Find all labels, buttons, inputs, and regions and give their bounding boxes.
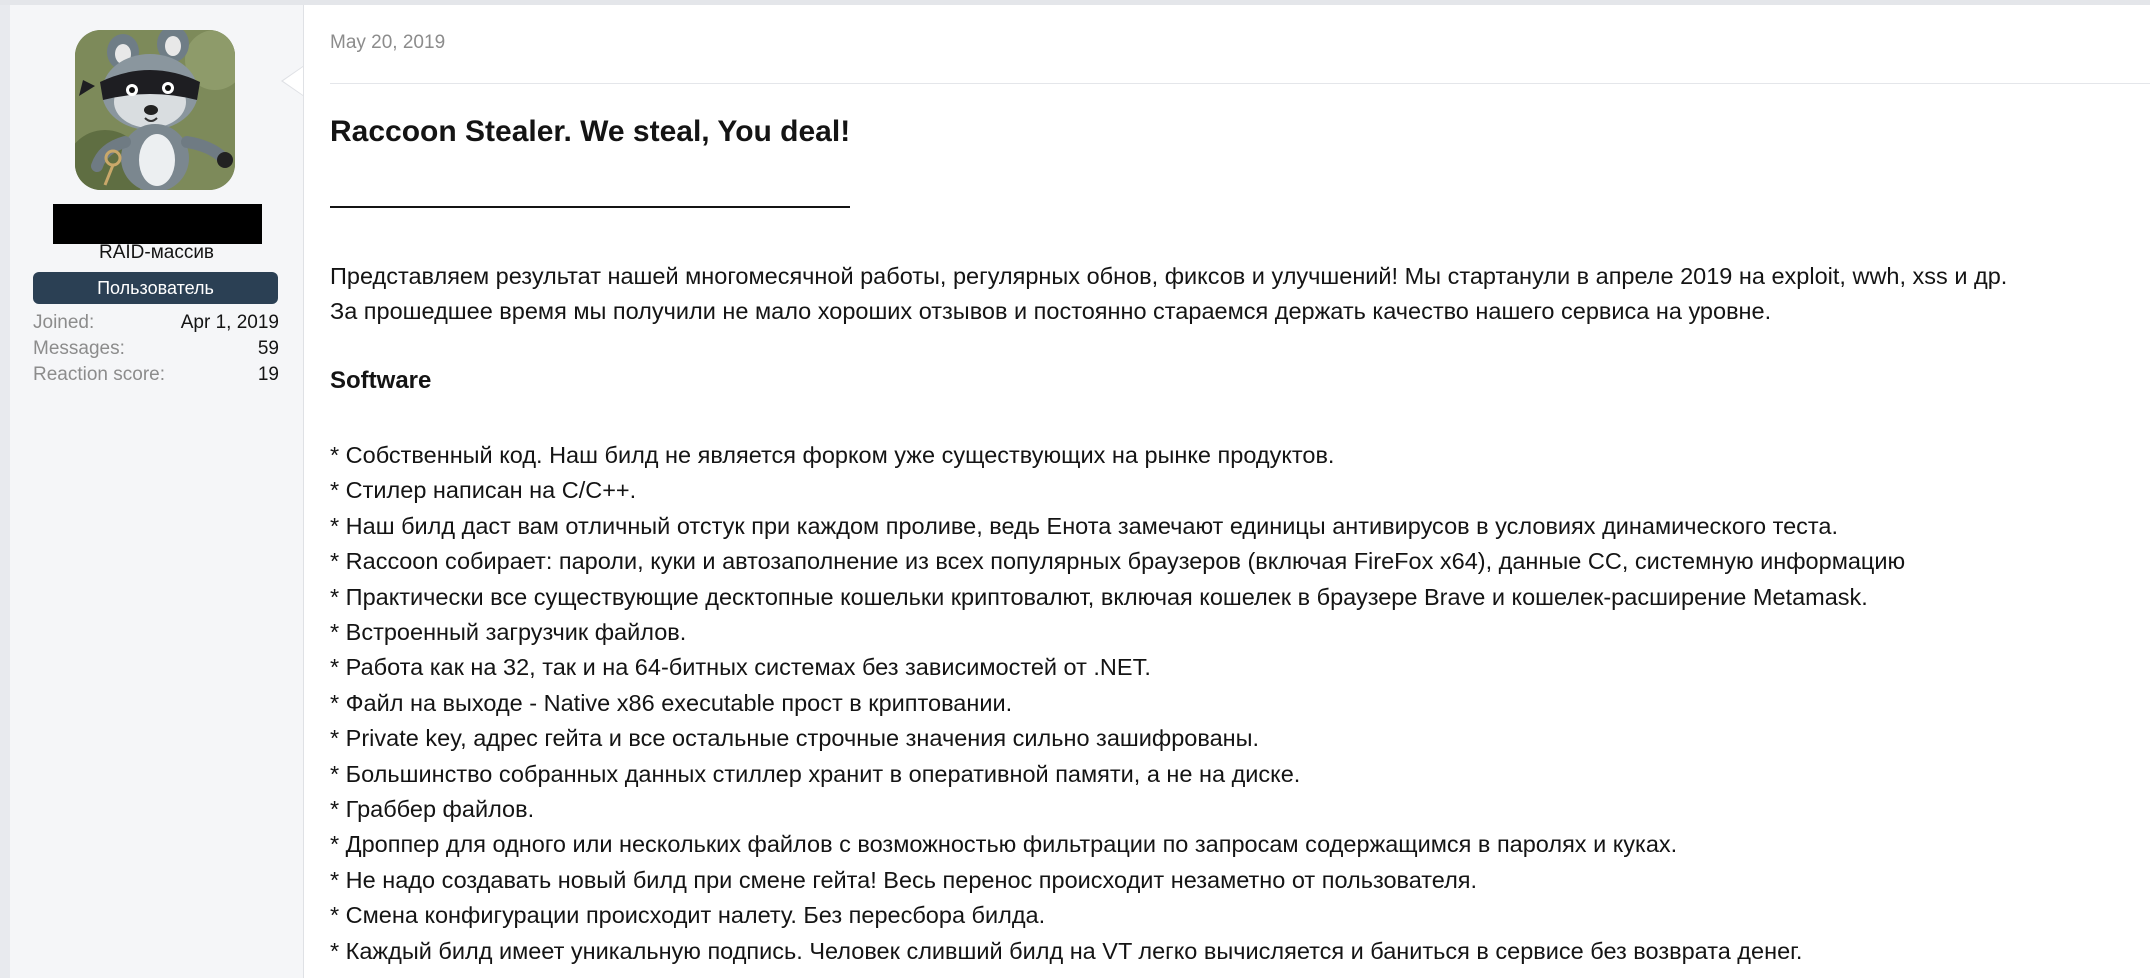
feature-list (330, 438, 1905, 969)
post-arrow (283, 67, 303, 95)
role-badge: Пользователь (33, 272, 278, 304)
stat-joined (33, 310, 279, 336)
stat-value: Apr 1, 2019 (180, 312, 279, 333)
list-item: * Работа как на 32, так и на 64-битных системах без зависимостей от .NET. (330, 654, 1151, 681)
list-item: * Private key, адрес гейта и все остальные строчные значения сильно зашифрованы. (330, 725, 1260, 752)
list-item: * Встроенный загрузчик файлов. (330, 619, 687, 646)
stat-label: Reaction score: (33, 364, 166, 385)
post-date[interactable]: May 20, 2019 (330, 32, 446, 53)
list-item: * Практически все существующие десктопные кошельки криптовалют, включая кошелек в браузере Brave и кошелек-расширение Metamask. (330, 583, 1868, 610)
list-item: * Не надо создавать новый билд при смене гейта! Весь перенос происходит незаметно от пользователя. (330, 866, 1478, 893)
stat-value[interactable]: 59 (257, 338, 279, 359)
list-item: * Смена конфигурации происходит налету. Без пересбора билда. (330, 902, 1046, 929)
list-item: * Наш билд даст вам отличный отстук при каждом проливе, ведь Енота замечают единицы антивирусов в условиях динамического теста. (330, 512, 1838, 539)
intro-line: За прошедшее время мы получили не мало хороших отзывов и постоянно стараемся держать качество нашего сервиса на уровне. (330, 298, 1772, 324)
post-content (330, 5, 2140, 978)
left-edge (0, 5, 10, 978)
date-divider (330, 83, 2150, 84)
list-item: * Стилер написан на C/C++. (330, 477, 637, 504)
stat-label: Joined: (33, 312, 95, 333)
redacted-username (53, 204, 262, 244)
user-title: RAID-массив (98, 242, 215, 263)
list-item: * Raccoon собирает: пароли, куки и автозаполнение из всех популярных браузеров (включая FireFox x64), данные CC, системную информацию (330, 548, 1906, 575)
list-item: * Каждый билд имеет уникальную подпись. Человек сливший билд на VT легко вычисляется и баниться в сервисе без возврата денег. (330, 937, 1803, 964)
raccoon-avatar-icon[interactable] (75, 30, 235, 190)
stat-label: Messages: (33, 338, 125, 359)
horizontal-rule (330, 206, 850, 208)
list-item: * Граббер файлов. (330, 796, 535, 823)
section-title: Software (330, 367, 432, 394)
list-item: * Дроппер для одного или нескольких файлов с возможностью фильтрации по запросам содержащимся в паролях и куках. (330, 831, 1678, 858)
stat-value: 19 (257, 364, 279, 385)
stat-messages (33, 336, 279, 362)
post-heading: Raccoon Stealer. We steal, You deal! (330, 115, 851, 148)
stat-reaction-score (33, 362, 279, 388)
list-item: * Файл на выходе - Native x86 executable прост в криптовании. (330, 689, 1013, 716)
list-item: * Большинство собранных данных стиллер хранит в оперативной памяти, а не на диске. (330, 760, 1301, 787)
intro-line: Представляем результат нашей многомесячной работы, регулярных обнов, фиксов и улучшений! Мы стартанули в апреле 2019 на exploit, wwh, xss и др. (330, 263, 2008, 289)
list-item: * Собственный код. Наш билд не является форком уже существующих на рынке продуктов. (330, 442, 1335, 468)
